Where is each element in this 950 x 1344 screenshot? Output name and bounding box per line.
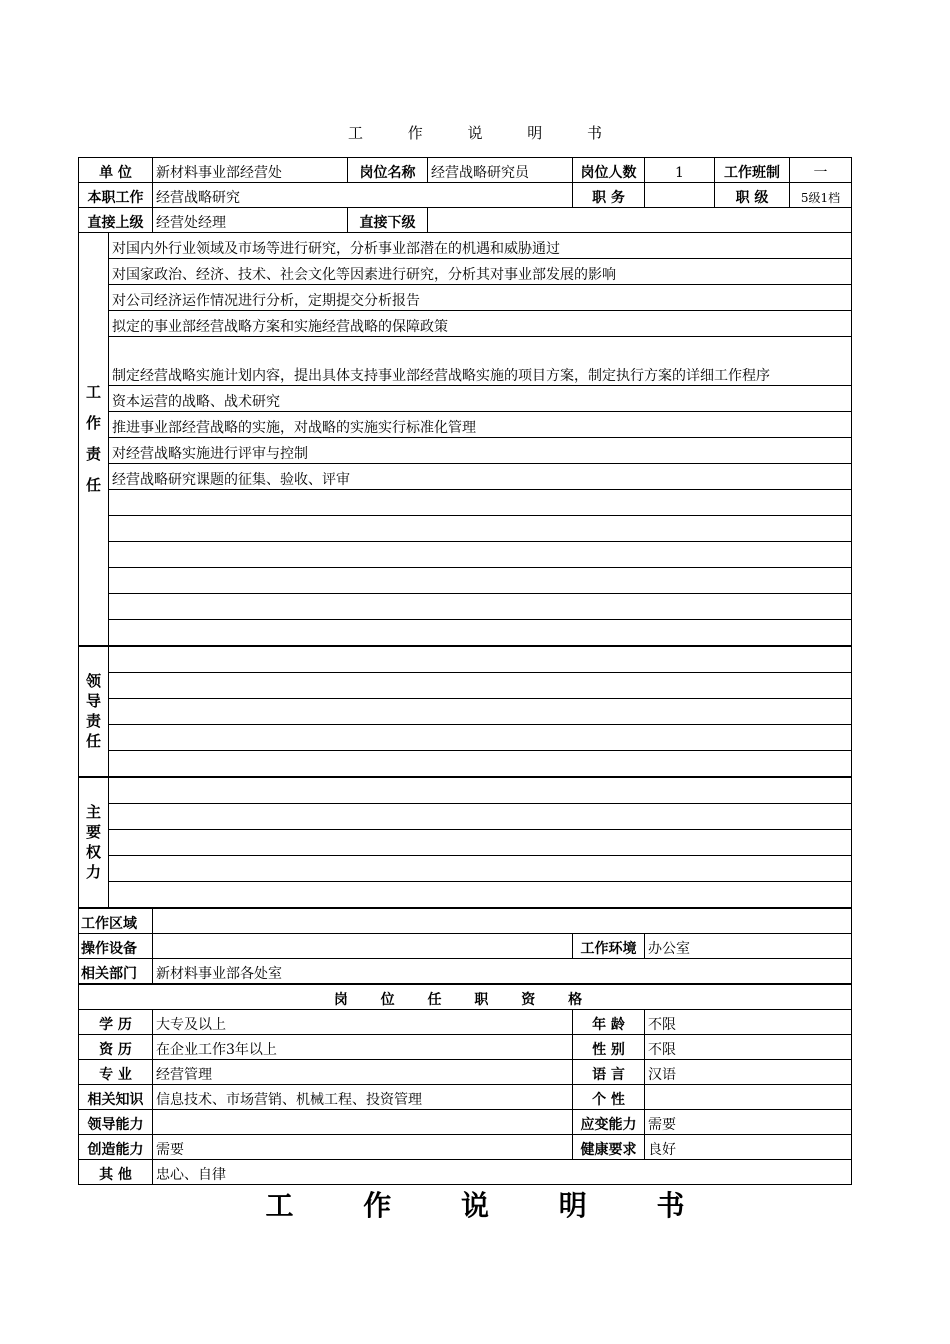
- major-value: 经营管理: [153, 1060, 573, 1085]
- position-name-value: 经营战略研究员: [428, 158, 573, 183]
- education-label: 学 历: [79, 1010, 153, 1035]
- responsibility-item: 对国内外行业领域及市场等进行研究，分析事业部潜在的机遇和威胁通过: [109, 233, 852, 259]
- knowledge-value: 信息技术、市场营销、机械工程、投资管理: [153, 1085, 573, 1110]
- duty-value: [645, 183, 715, 208]
- age-value: 不限: [645, 1010, 852, 1035]
- responsibility-item: 对国家政治、经济、技术、社会文化等因素进行研究，分析其对事业部发展的影响: [109, 259, 852, 285]
- environment-label: 工作环境: [573, 934, 645, 959]
- leadership-item: [109, 673, 852, 699]
- knowledge-label: 相关知识: [79, 1085, 153, 1110]
- education-value: 大专及以上: [153, 1010, 573, 1035]
- responsibility-item: 拟定的事业部经营战略方案和实施经营战略的保障政策: [109, 311, 852, 337]
- responsibilities-label: 工 作 责 任: [79, 233, 109, 647]
- creativity-value: 需要: [153, 1135, 573, 1160]
- grade-label: 职 级: [715, 183, 790, 208]
- adaptability-label: 应变能力: [573, 1110, 645, 1135]
- personality-value: [645, 1085, 852, 1110]
- leadership-item: [109, 751, 852, 778]
- personality-label: 个 性: [573, 1085, 645, 1110]
- qualifications-title: 岗 位 任 职 资 格: [79, 984, 852, 1010]
- other-label: 其 他: [79, 1160, 153, 1185]
- unit-label: 单 位: [79, 158, 153, 183]
- leadership-item: [109, 646, 852, 673]
- authority-item: [109, 804, 852, 830]
- experience-label: 资 历: [79, 1035, 153, 1060]
- subordinate-label: 直接下级: [348, 208, 428, 233]
- responsibility-item: 推进事业部经营战略的实施，对战略的实施实行标准化管理: [109, 412, 852, 438]
- authority-label: 主 要 权 力: [79, 777, 109, 908]
- health-label: 健康要求: [573, 1135, 645, 1160]
- authority-item: [109, 882, 852, 909]
- job-description-form: [78, 157, 852, 1185]
- leadership-label: 领 导 责 任: [79, 646, 109, 777]
- responsibility-item: [109, 490, 852, 516]
- authority-item: [109, 856, 852, 882]
- language-label: 语 言: [573, 1060, 645, 1085]
- shift-label: 工作班制: [715, 158, 790, 183]
- responsibility-item: [109, 620, 852, 647]
- leadership-item: [109, 725, 852, 751]
- health-value: 良好: [645, 1135, 852, 1160]
- gender-label: 性 别: [573, 1035, 645, 1060]
- work-area-label: 工作区域: [79, 908, 153, 934]
- responsibility-item: [109, 542, 852, 568]
- leadership-ability-label: 领导能力: [79, 1110, 153, 1135]
- gender-value: 不限: [645, 1035, 852, 1060]
- responsibility-item: [109, 568, 852, 594]
- leadership-ability-value: [153, 1110, 573, 1135]
- superior-value: 经营处经理: [153, 208, 348, 233]
- position-name-label: 岗位名称: [348, 158, 428, 183]
- language-value: 汉语: [645, 1060, 852, 1085]
- age-label: 年 龄: [573, 1010, 645, 1035]
- adaptability-value: 需要: [645, 1110, 852, 1135]
- subordinate-value: [428, 208, 852, 233]
- responsibility-item: 经营战略研究课题的征集、验收、评审: [109, 464, 852, 490]
- grade-value: 5级1档: [790, 183, 852, 208]
- headcount-value: 1: [645, 158, 715, 183]
- duty-label: 职 务: [573, 183, 645, 208]
- environment-value: 办公室: [645, 934, 852, 959]
- authority-item: [109, 777, 852, 804]
- major-label: 专 业: [79, 1060, 153, 1085]
- responsibility-item: 对公司经济运作情况进行分析，定期提交分析报告: [109, 285, 852, 311]
- equipment-label: 操作设备: [79, 934, 153, 959]
- job-label: 本职工作: [79, 183, 153, 208]
- authority-item: [109, 830, 852, 856]
- responsibility-item: 资本运营的战略、战术研究: [109, 386, 852, 412]
- responsibility-item: 对经营战略实施进行评审与控制: [109, 438, 852, 464]
- responsibility-item: 制定经营战略实施计划内容，提出具体支持事业部经营战略实施的项目方案，制定执行方案的详细工作程序: [109, 337, 852, 386]
- creativity-label: 创造能力: [79, 1135, 153, 1160]
- other-value: 忠心、自律: [153, 1160, 852, 1185]
- document-title: 工 作 说 明 书: [347, 124, 623, 142]
- experience-value: 在企业工作3年以上: [153, 1035, 573, 1060]
- unit-value: 新材料事业部经营处: [153, 158, 348, 183]
- related-dept-label: 相关部门: [79, 959, 153, 985]
- superior-label: 直接上级: [79, 208, 153, 233]
- job-value: 经营战略研究: [153, 183, 573, 208]
- related-dept-value: 新材料事业部各处室: [153, 959, 852, 985]
- work-area-value: [153, 908, 852, 934]
- responsibility-item: [109, 594, 852, 620]
- leadership-item: [109, 699, 852, 725]
- responsibility-item: [109, 516, 852, 542]
- shift-value: 一: [790, 158, 852, 183]
- equipment-value: [153, 934, 573, 959]
- headcount-label: 岗位人数: [573, 158, 645, 183]
- document-title-bottom: 工 作 说 明 书: [265, 1189, 715, 1222]
